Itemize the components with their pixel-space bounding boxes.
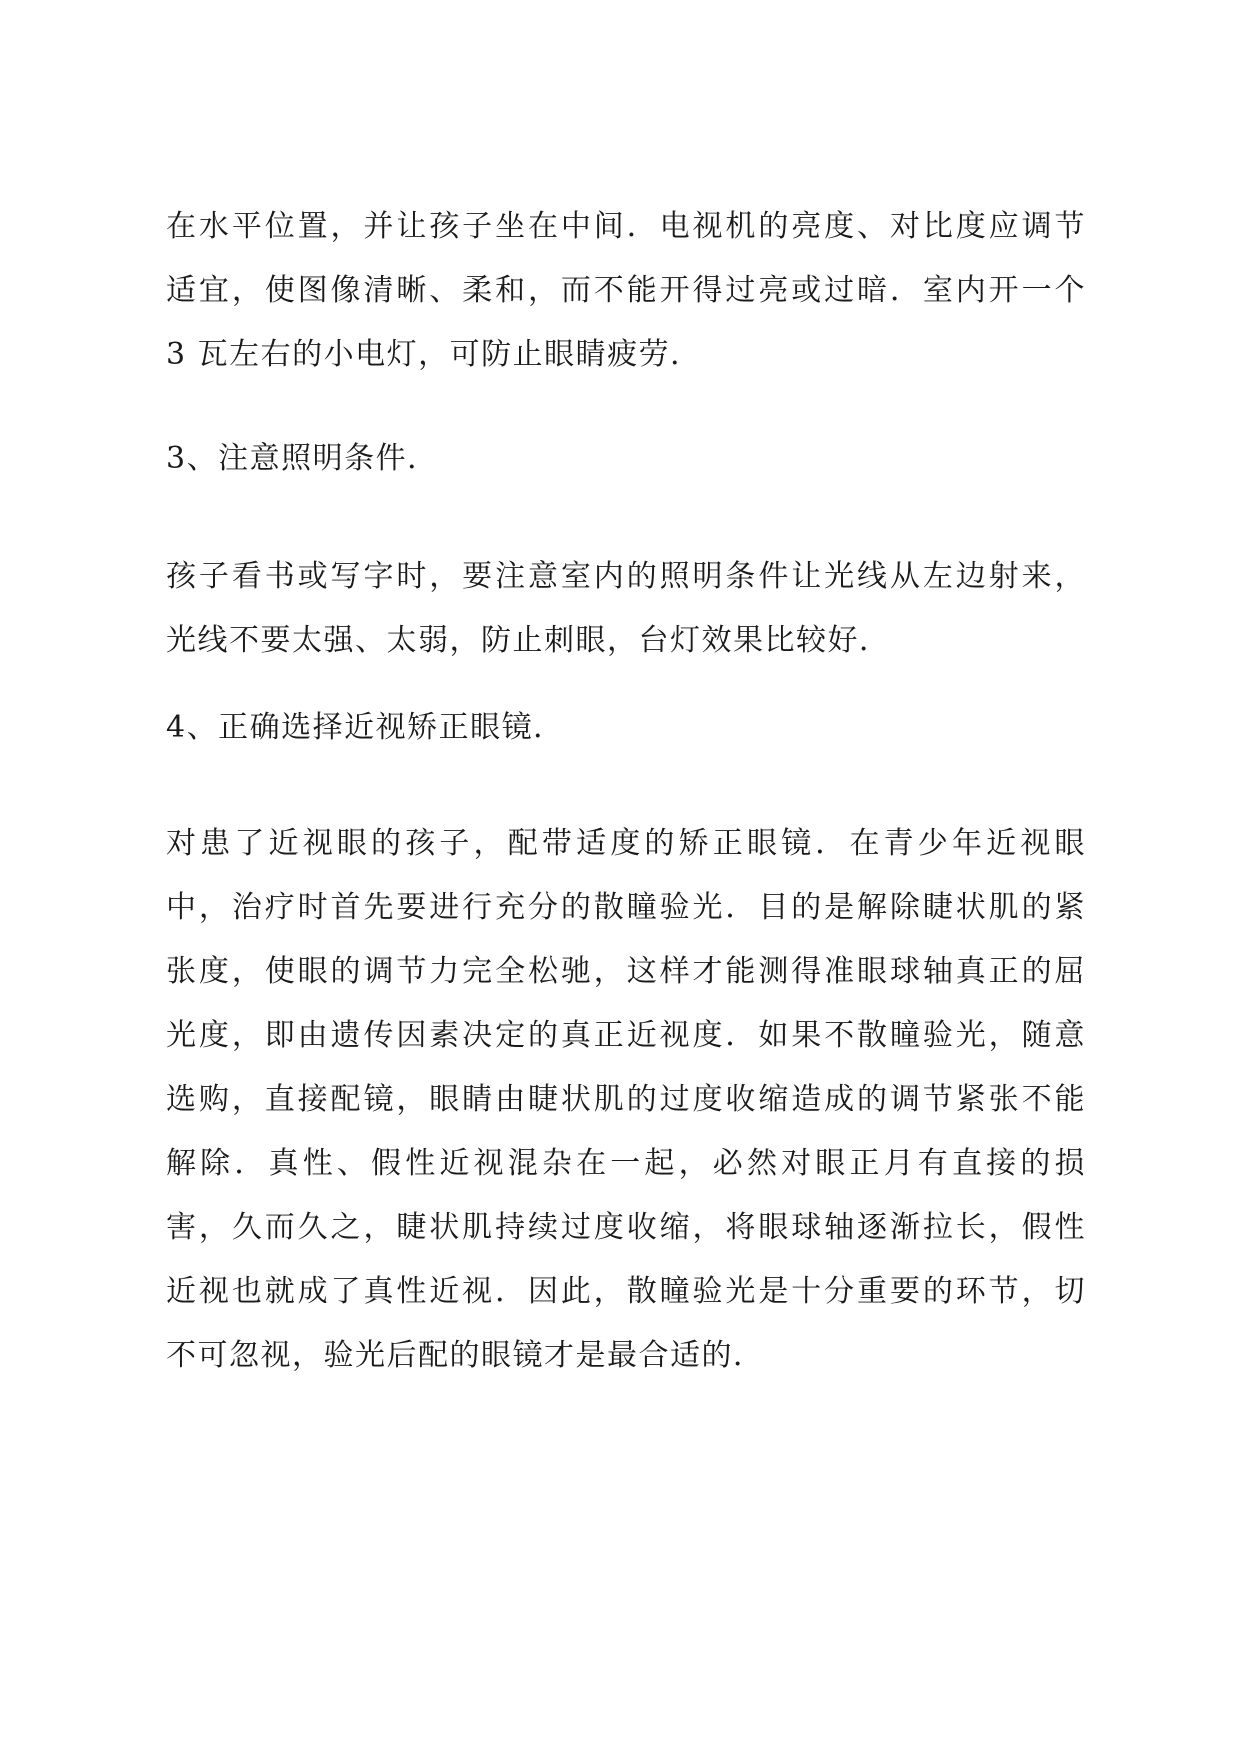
text-line: 近视也就成了真性近视．因此，散瞳验光是十分重要的环节，切 (166, 1274, 1086, 1309)
section-heading: 3、注意照明条件． (166, 441, 439, 476)
text-line: 不可忽视，验光后配的眼镜才是最合适的． (166, 1338, 765, 1373)
text-line: 对患了近视眼的孩子，配带适度的矫正眼镜．在青少年近视眼 (166, 826, 1086, 861)
text-line: 光度，即由遗传因素决定的真正近视度．如果不散瞳验光，随意 (166, 1018, 1086, 1053)
text-line: 中，治疗时首先要进行充分的散瞳验光．目的是解除睫状肌的紧 (166, 890, 1086, 925)
text-line: 在水平位置，并让孩子坐在中间．电视机的亮度、对比度应调节 (166, 209, 1086, 244)
text-line: 孩子看书或写字时，要注意室内的照明条件让光线从左边射来， (166, 559, 1086, 594)
paragraph-lighting (166, 545, 1086, 673)
text-line: 选购，直接配镜，眼睛由睫状肌的过度收缩造成的调节紧张不能 (166, 1082, 1086, 1117)
section-heading: 4、正确选择近视矫正眼镜． (166, 710, 565, 745)
text-line: 3 瓦左右的小电灯，可防止眼睛疲劳． (166, 337, 702, 372)
text-line: 害，久而久之，睫状肌持续过度收缩，将眼球轴逐渐拉长，假性 (166, 1210, 1086, 1245)
text-line: 张度，使眼的调节力完全松驰，这样才能测得准眼球轴真正的屈 (166, 954, 1086, 989)
text-line: 解除．真性、假性近视混杂在一起，必然对眼正月有直接的损 (166, 1146, 1086, 1181)
text-line: 适宜，使图像清晰、柔和，而不能开得过亮或过暗．室内开一个 (166, 273, 1086, 308)
section-heading-glasses (166, 696, 1086, 760)
paragraph-tv-viewing (166, 195, 1086, 387)
paragraph-glasses (166, 812, 1086, 1388)
section-heading-lighting (166, 427, 1086, 491)
text-line: 光线不要太强、太弱，防止刺眼，台灯效果比较好． (166, 623, 891, 658)
